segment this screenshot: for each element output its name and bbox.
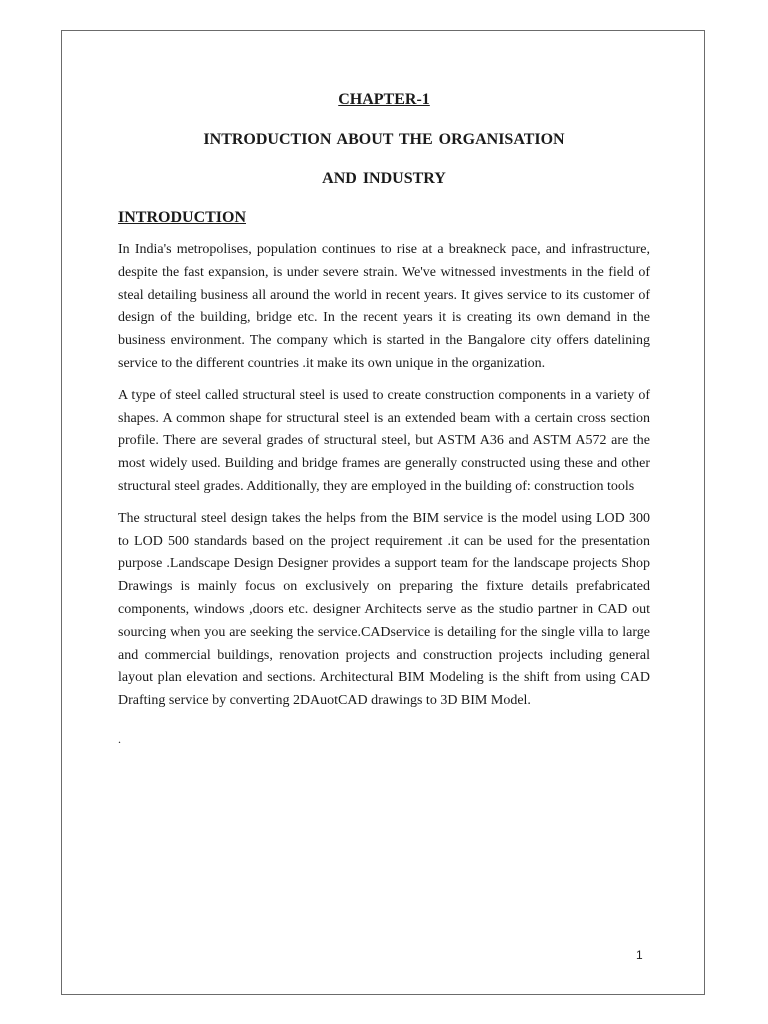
section-heading: INTRODUCTION [118,209,247,226]
paragraph-1: In India's metropolises, population continues to rise at a breakneck pace, and infrastructure, despite the fast expansion, is under severe strain. We've witnessed investments in the field of steal detailing business all around the world in recent years. It gives service to its customer of design of the building, bridge etc. In the recent years it is creating its own demand in the business environment. The company which is started in the Bangalore city offers datelining service to the different countries .it make its own unique in the organization. [118,242,650,371]
paragraph-2: A type of steel called structural steel is used to create construction components in a variety of shapes. A common shape for structural steel is an extended beam with a certain cross section profile. There are several grades of structural steel, but ASTM A36 and ASTM A572 are the most widely used. Building and bridge frames are generally constructed using these and other structural steel grades. Additionally, they are employed in the building of: construction tools [118,387,650,494]
title-line-1: INTRODUCTION ABOUT THE ORGANISATION [203,131,565,148]
chapter-heading: CHAPTER-1 [338,91,430,108]
page-number: 1 [636,948,643,962]
paragraph-3: The structural steel design takes the helps from the BIM service is the model using LOD 300 to LOD 500 standards based on the project requirement .it can be used for the presentation purpose .Landscape Design Designer provides a support team for the landscape projects Shop Drawings is mainly focus on exclusively on preparing the fixture details prefabricated components, windows ,doors etc. designer Architects serve as the studio partner in CAD out sourcing when you are seeking the service.CADservice is detailing for the single villa to large and commercial buildings, renovation projects and construction projects including general layout plan elevation and sections. Architectural BIM Modeling is the shift from using CAD Drafting service by converting 2DAuotCAD drawings to 3D BIM Model. [118,510,650,709]
document-body [118,86,650,747]
trailing-mark: . [118,731,121,746]
title-line-2: AND INDUSTRY [322,170,446,187]
